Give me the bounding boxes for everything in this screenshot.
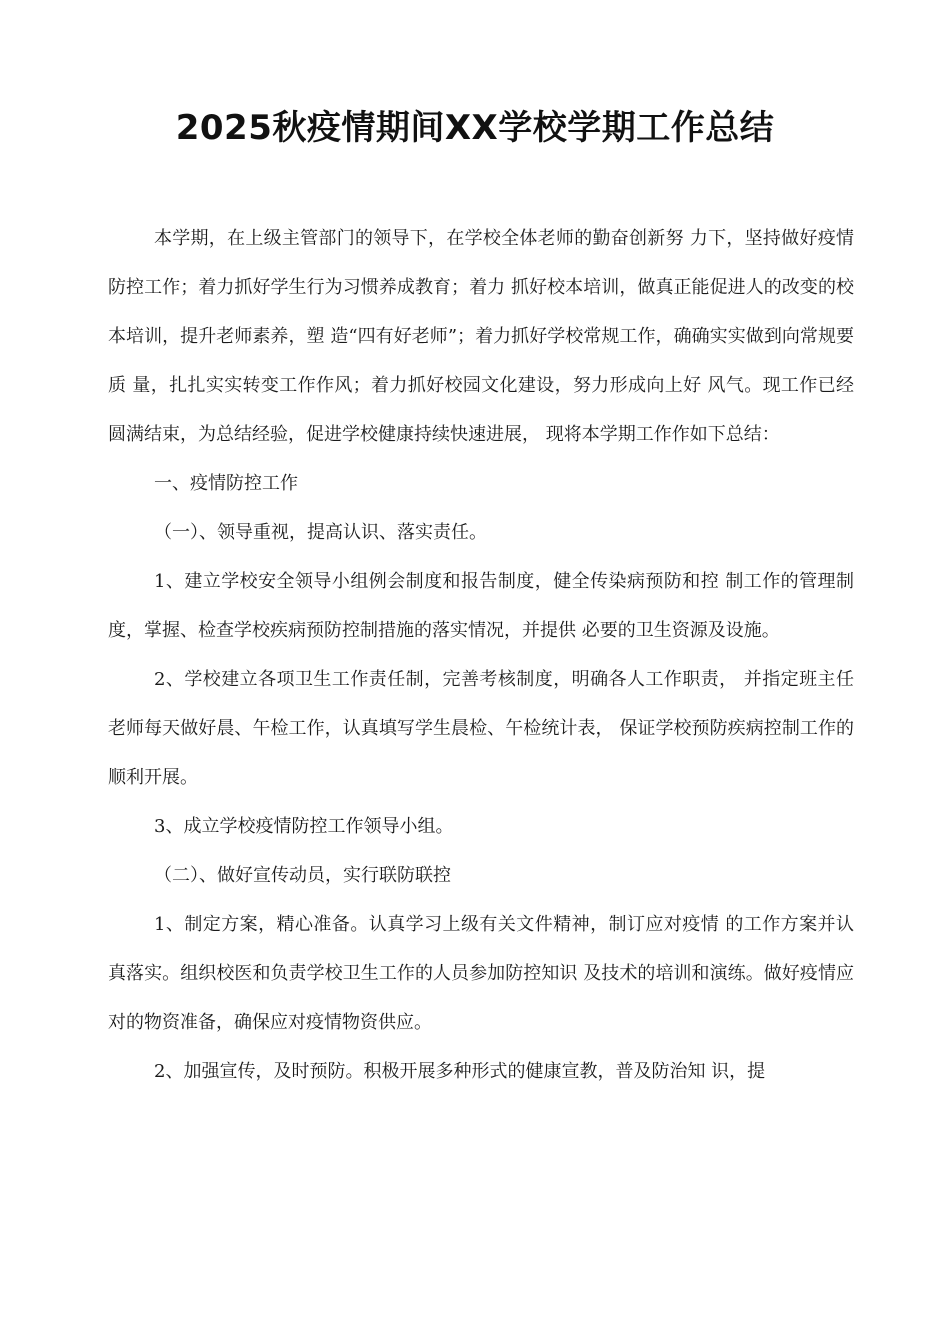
document-title: 2025秋疫情期间XX学校学期工作总结 <box>175 108 775 148</box>
section-heading-epidemic-control: 一、疫情防控工作 <box>154 473 298 494</box>
intro-paragraph: 本学期，在上级主管部门的领导下，在学校全体老师的勤奋创新努 力下，坚持做好疫情防控工作；着力抓好学生行为习惯养成教育；着力 抓好校本培训，做真正能促进人的改变的校本培训，提升老师素养，塑 造“四有好老师”；着力抓好学校常规工作，确确实实做到向常规要质 量，扎扎实实转变工作作风；着力抓好校园文化建设，努力形成向上好 风气。现工作已经圆满结束，为总结经验，促进学校健康持续快速进展， 现将本学期工作作如下总结： <box>108 228 854 445</box>
list-item-paragraph: 2、加强宣传，及时预防。积极开展多种形式的健康宣教，普及防治知 识，提 <box>154 1061 766 1082</box>
list-item-paragraph: 2、学校建立各项卫生工作责任制，完善考核制度，明确各人工作职责， 并指定班主任老师每天做好晨、午检工作，认真填写学生晨检、午检统计表， 保证学校预防疾病控制工作的顺利开展。 <box>108 669 854 788</box>
subsection-heading-publicity: （二）、做好宣传动员，实行联防联控 <box>154 865 451 886</box>
subsection-heading-leadership: （一）、领导重视，提高认识、落实责任。 <box>154 522 487 543</box>
list-item-paragraph: 3、成立学校疫情防控工作领导小组。 <box>154 816 454 837</box>
list-item-paragraph: 1、制定方案，精心准备。认真学习上级有关文件精神，制订应对疫情 的工作方案并认真落实。组织校医和负责学校卫生工作的人员参加防控知识 及技术的培训和演练。做好疫情应对的物资准备，确保应对疫情物资供应。 <box>108 914 854 1033</box>
document-body <box>108 214 854 1096</box>
list-item-paragraph: 1、建立学校安全领导小组例会制度和报告制度，健全传染病预防和控 制工作的管理制度，掌握、检查学校疾病预防控制措施的落实情况，并提供 必要的卫生资源及设施。 <box>108 571 854 641</box>
